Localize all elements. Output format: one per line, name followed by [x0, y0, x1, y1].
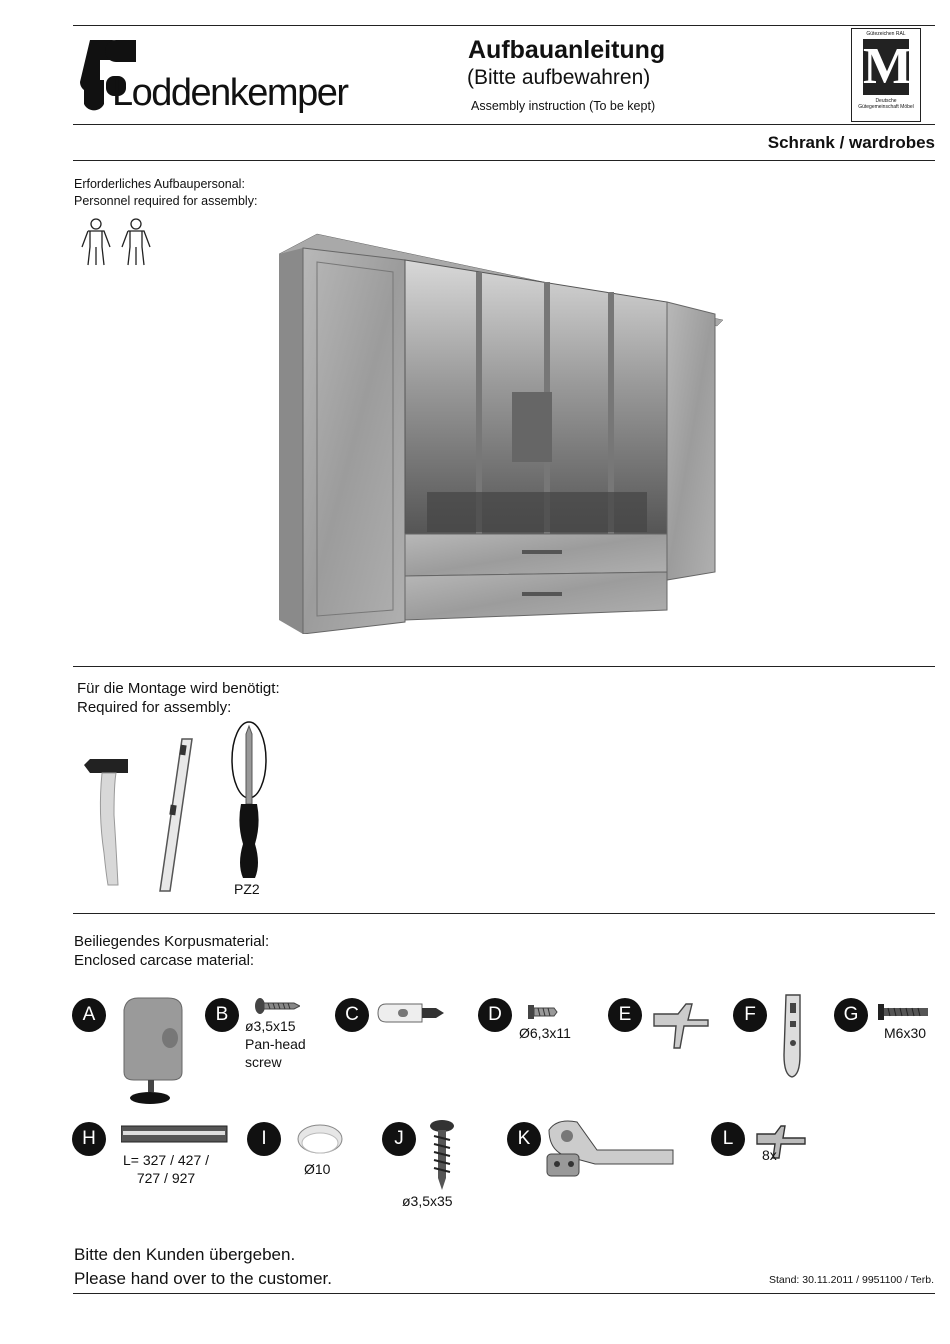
seal-top-text: Gütezeichen RAL [866, 31, 906, 37]
handover-note-de: Bitte den Kunden übergeben. [74, 1245, 296, 1264]
part-letter-d: D [478, 998, 512, 1032]
section-rule-2 [73, 913, 935, 914]
header-rule [73, 124, 935, 125]
part-b-type-2: screw [245, 1054, 282, 1070]
part-letter-j: J [382, 1122, 416, 1156]
part-letter-e: E [608, 998, 642, 1032]
tools-label [77, 679, 280, 717]
hanging-rail-icon [121, 1124, 229, 1149]
wood-screw-icon [428, 1118, 456, 1197]
handover-note-en: Please hand over to the customer. [74, 1269, 332, 1288]
hammer-icon [82, 757, 132, 892]
parts-label-de: Beiliegendes Korpusmaterial: [74, 933, 270, 950]
part-b-caption [245, 1017, 306, 1071]
two-persons-icon [80, 218, 156, 273]
handover-note [74, 1243, 332, 1291]
doc-title: Aufbauanleitung [468, 36, 666, 64]
person-icon [122, 219, 150, 265]
product-name: Schrank / wardrobes [767, 133, 935, 152]
product-rule [73, 160, 935, 161]
part-h-lengths-2: 727 / 927 [136, 1170, 196, 1186]
part-letter-h: H [72, 1122, 106, 1156]
shelf-support-icon [650, 1000, 714, 1057]
seal-bottom-text: Deutsche Gütegemeinschaft Möbel [858, 98, 914, 110]
tools-label-de: Für die Montage wird benötigt: [77, 680, 280, 697]
section-rule-1 [73, 666, 935, 667]
personnel-label [74, 176, 257, 210]
part-d-caption: Ø6,3x11 [519, 1025, 571, 1041]
euro-screw-icon [528, 1003, 558, 1026]
hanging-bracket-icon [778, 993, 808, 1084]
connector-dowel-icon [376, 1000, 446, 1031]
leveling-foot-icon [116, 996, 190, 1113]
spirit-level-icon [158, 737, 198, 898]
part-l-caption: 8x [762, 1147, 777, 1163]
parts-label-en: Enclosed carcase material: [74, 952, 255, 969]
brand-logo [78, 36, 368, 118]
part-j-caption: ø3,5x35 [402, 1193, 453, 1209]
cover-cap-icon [296, 1121, 344, 1160]
part-letter-b: B [205, 998, 239, 1032]
part-letter-a: A [72, 998, 106, 1032]
ral-quality-seal [851, 28, 921, 122]
person-icon [82, 219, 110, 265]
parts-label [74, 932, 269, 970]
personnel-label-de: Erforderliches Aufbaupersonal: [74, 177, 245, 191]
seal-letter: M [863, 38, 913, 95]
top-rule [73, 25, 935, 26]
bottom-rule [73, 1293, 935, 1294]
doc-subtitle-en: Assembly instruction (To be kept) [471, 99, 656, 113]
part-h-lengths: L= 327 / 427 / [123, 1152, 210, 1168]
screwdriver-size: PZ2 [234, 881, 260, 897]
part-letter-i: I [247, 1122, 281, 1156]
part-g-caption: M6x30 [884, 1025, 927, 1041]
revision-stamp: Stand: 30.11.2011 / 9951100 / Terb. [768, 1274, 934, 1286]
part-h-caption [123, 1151, 209, 1187]
screwdriver-icon [228, 720, 270, 885]
hinge-icon [543, 1116, 677, 1187]
part-i-caption: Ø10 [304, 1161, 331, 1177]
part-b-size: ø3,5x15 [245, 1018, 296, 1034]
part-b-type: Pan-head [245, 1036, 306, 1052]
personnel-label-en: Personnel required for assembly: [74, 194, 258, 208]
part-letter-g: G [834, 998, 868, 1032]
wardrobe-image [277, 232, 723, 639]
part-letter-f: F [733, 998, 767, 1032]
part-letter-l: L [711, 1122, 745, 1156]
part-letter-c: C [335, 998, 369, 1032]
tools-label-en: Required for assembly: [77, 699, 232, 716]
doc-subtitle: (Bitte aufbewahren) [467, 66, 651, 89]
brand-name: Loddenkemper [112, 72, 348, 114]
part-letter-k: K [507, 1122, 541, 1156]
